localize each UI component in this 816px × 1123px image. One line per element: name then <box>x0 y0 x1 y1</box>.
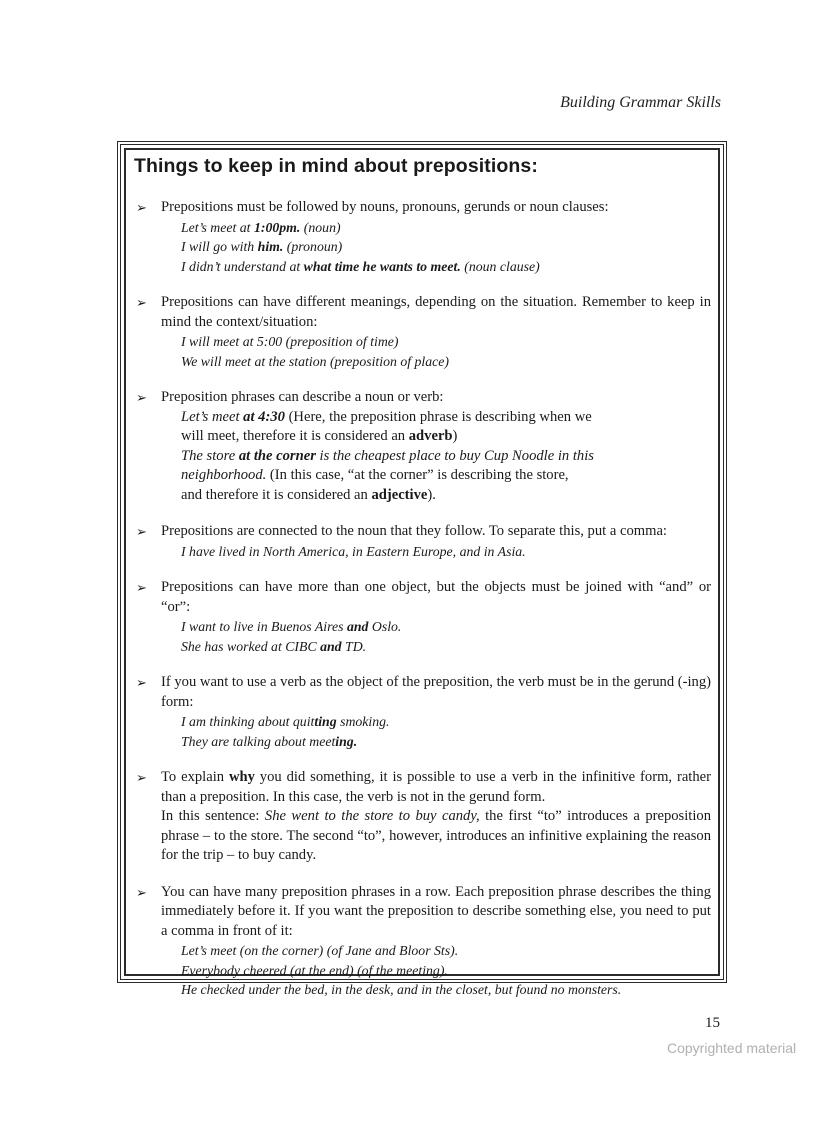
item-text: Prepositions are connected to the noun that they follow. To separate this, put a comma: <box>161 523 667 539</box>
example: Let’s meet at 4:30 (Here, the preposition phrase is describing when we will meet, therefore it is considered an adverb) <box>181 408 592 444</box>
item-text: To explain why you did something, it is possible to use a verb in the infinitive form, rather than a preposition. In this case, the verb is not in the gerund form. <box>161 769 711 805</box>
example: I didn’t understand at what time he wants to meet. (noun clause) <box>181 258 540 274</box>
item-text: Prepositions can have different meanings, depending on the situation. Remember to keep in mind the context/situation: <box>161 294 711 330</box>
arrow-bullet-icon: ➢ <box>136 884 147 900</box>
box-title: Things to keep in mind about prepositions: <box>134 155 538 177</box>
arrow-bullet-icon: ➢ <box>136 675 147 690</box>
example: He checked under the bed, in the desk, and in the closet, but found no monsters. <box>181 982 622 997</box>
example: I will meet at 5:00 (preposition of time) <box>181 334 399 349</box>
example: Let’s meet at 1:00pm. (noun) <box>181 219 341 235</box>
list-item <box>134 388 711 505</box>
example: They are talking about meeting. <box>181 733 358 749</box>
example: I have lived in North America, in Eastern Europe, and in Asia. <box>181 543 526 559</box>
arrow-bullet-icon: ➢ <box>136 200 147 215</box>
example: I am thinking about quitting smoking. <box>181 714 390 729</box>
list-item <box>134 578 711 656</box>
arrow-bullet-icon: ➢ <box>136 390 147 405</box>
list-item <box>134 673 711 751</box>
example: Everybody cheered (at the end) (of the meeting). <box>181 962 448 978</box>
example: Let’s meet (on the corner) (of Jane and Bloor Sts). <box>181 943 459 958</box>
arrow-bullet-icon: ➢ <box>136 770 147 785</box>
page-number: 15 <box>705 1015 720 1031</box>
running-title: Building Grammar Skills <box>560 94 721 111</box>
arrow-bullet-icon: ➢ <box>136 524 147 539</box>
item-text: Prepositions must be followed by nouns, pronouns, gerunds or noun clauses: <box>161 199 609 215</box>
tips-box <box>117 141 727 997</box>
example: She has worked at CIBC and TD. <box>181 638 367 654</box>
list-item <box>134 293 711 371</box>
list-item <box>134 198 711 276</box>
list-item <box>134 883 711 1000</box>
example: I will go with him. (pronoun) <box>181 239 343 254</box>
arrow-bullet-icon: ➢ <box>136 580 147 595</box>
example: I want to live in Buenos Aires and Oslo. <box>181 619 402 634</box>
item-text: Prepositions can have more than one object, but the objects must be joined with “and” or “or”: <box>161 579 711 615</box>
item-text: If you want to use a verb as the object of the preposition, the verb must be in the gerund (-ing) form: <box>161 674 711 710</box>
copyright-watermark: Copyrighted material <box>667 1040 797 1056</box>
item-text: In this sentence: She went to the store to buy candy, the first “to” introduces a preposition phrase – to the store. The second “to”, however, introduces an infinitive explaining the reason for the trip – to buy candy. <box>161 808 711 863</box>
item-text: Preposition phrases can describe a noun or verb: <box>161 389 444 405</box>
item-text: You can have many preposition phrases in a row. Each preposition phrase describes the thing immediately before it. If you want the preposition to describe something else, you need to put a comma in front of it: <box>161 883 711 939</box>
example: The store at the corner is the cheapest place to buy Cup Noodle in this neighborhood. (In this case, “at the corner” is describing the store, and therefore it is considered an adjective). <box>181 447 594 503</box>
arrow-bullet-icon: ➢ <box>136 295 147 310</box>
list-item <box>134 522 711 561</box>
example: We will meet at the station (preposition of place) <box>181 353 449 369</box>
list-item <box>134 768 711 866</box>
